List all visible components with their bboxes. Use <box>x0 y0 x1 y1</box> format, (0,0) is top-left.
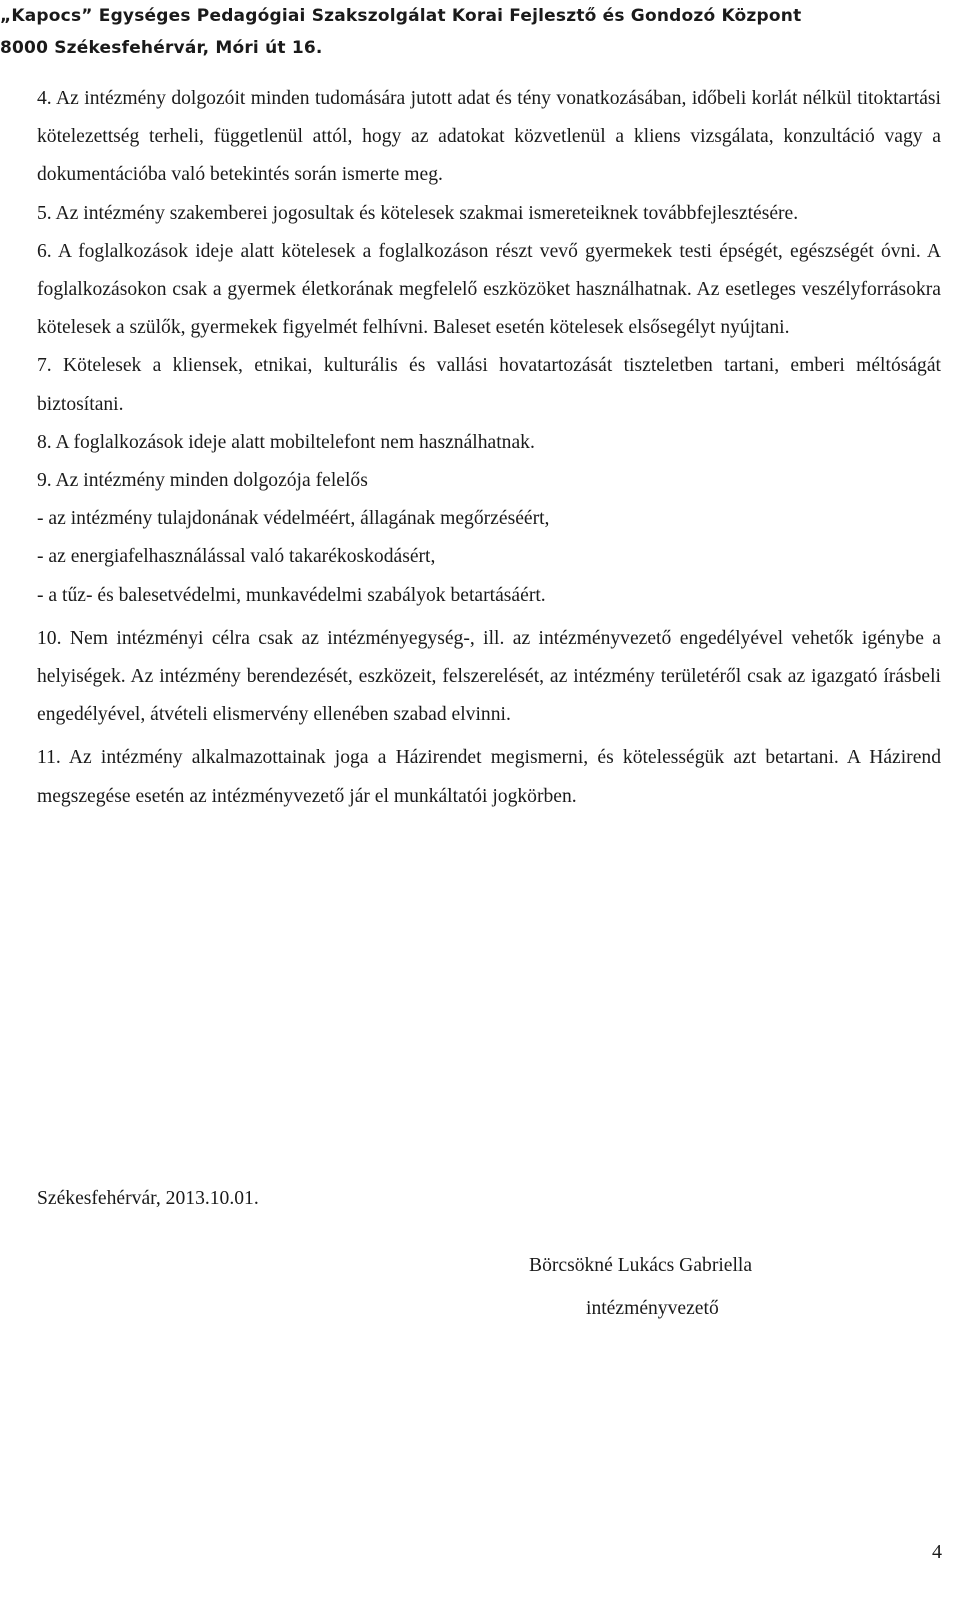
list-item: - az intézmény tulajdonának védelméért, állagának megőrzéséért, <box>37 508 550 530</box>
paragraph-8: 8. A foglalkozások ideje alatt mobiltelefont nem használhatnak. <box>37 431 535 453</box>
page-number: 4 <box>932 1541 942 1563</box>
letterhead-address: 8000 Székesfehérvár, Móri út 16. <box>0 38 323 58</box>
paragraph-7: 7. Kötelesek a kliensek, etnikai, kulturális és vallási hovatartozását tiszteletben tartani, emberi méltóságát biztosítani. <box>37 355 941 415</box>
paragraph-5: 5. Az intézmény szakemberei jogosultak és kötelesek szakmai ismereteiknek továbbfejlesztésére. <box>37 202 799 224</box>
signatory-title: intézményvezető <box>586 1298 719 1319</box>
letterhead-institution: „Kapocs” Egységes Pedagógiai Szakszolgálat Korai Fejlesztő és Gondozó Központ <box>0 6 802 26</box>
document-body <box>37 80 941 816</box>
paragraph-4: 4. Az intézmény dolgozóit minden tudomására jutott adat és tény vonatkozásában, időbeli korlát nélkül titoktartási kötelezettség terheli, függetlenül attól, hogy az adatokat közvetlenül a kliens vizsgálata, konzultáció vagy a dokumentációba való betekintés során ismerte meg. <box>37 88 941 186</box>
paragraph-10: 10. Nem intézményi célra csak az intézményegység-, ill. az intézményvezető engedélyével vehetők igénybe a helyiségek. Az intézmény berendezését, eszközeit, felszerelését, az intézmény területéről csak az igazgató írásbeli engedélyével, átvételi elismervény ellenében szabad elvinni. <box>37 627 941 726</box>
signatory-name: Börcsökné Lukács Gabriella <box>529 1255 753 1276</box>
list-item: - a tűz- és balesetvédelmi, munkavédelmi szabályok betartásáért. <box>37 584 546 606</box>
list-item: - az energiafelhasználással való takarékoskodásért, <box>37 546 436 568</box>
letterhead <box>0 0 801 64</box>
document-date: Székesfehérvár, 2013.10.01. <box>37 1188 259 1209</box>
paragraph-11: 11. Az intézmény alkalmazottainak joga a Házirendet megismerni, és kötelességük azt betartani. A Házirend megszegése esetén az intézményvezető jár el munkáltatói jogkörben. <box>37 747 941 807</box>
paragraph-6: 6. A foglalkozások ideje alatt kötelesek a foglalkozáson részt vevő gyermekek testi épségét, egészségét óvni. A foglalkozásokon csak a gyermek életkorának megfelelő eszközöket használhatnak. Az esetleges veszélyforrásokra kötelesek a szülők, gyermekek figyelmét felhívni. Baleset esetén kötelesek elsősegélyt nyújtani. <box>37 240 941 339</box>
paragraph-9: 9. Az intézmény minden dolgozója felelős <box>37 470 368 492</box>
